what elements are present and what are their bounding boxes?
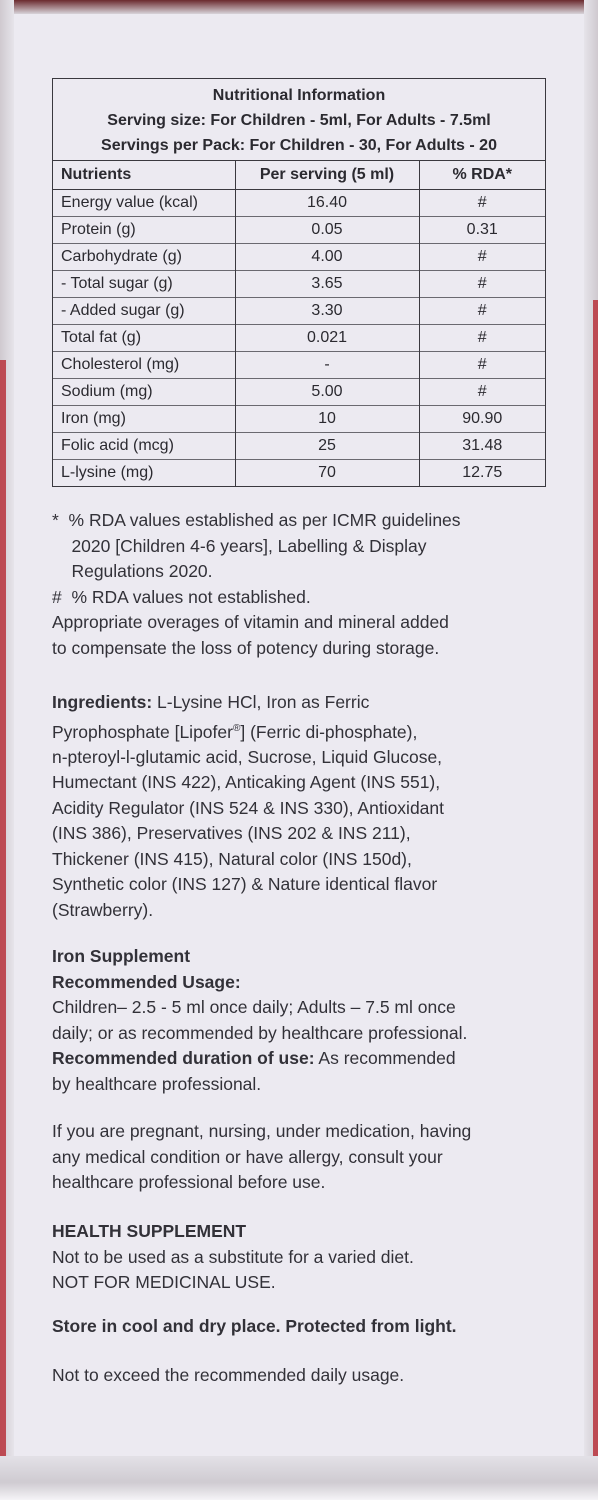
table-row — [53, 379, 545, 406]
per-serving-value: 10 — [235, 406, 419, 433]
red-stripe-right — [593, 300, 598, 1460]
box-left-edge — [0, 0, 14, 1500]
health-line: Not to be used as a substitute for a varied diet. — [52, 1246, 414, 1267]
rda-value: # — [419, 190, 545, 217]
per-serving-value: 16.40 — [235, 190, 419, 217]
nutrition-title: Nutritional Information — [212, 87, 386, 104]
box-top-edge — [0, 0, 598, 14]
health-section — [52, 1219, 552, 1296]
health-line: NOT FOR MEDICINAL USE. — [52, 1272, 276, 1292]
warning-line: If you are pregnant, nursing, under medication, having — [52, 1121, 472, 1141]
footnote-star-line: * % RDA values established as per ICMR guidelines — [52, 510, 461, 530]
per-serving-value: 25 — [235, 433, 419, 460]
nutrition-table-box — [52, 78, 546, 487]
table-row — [53, 460, 545, 487]
duration-label: Recommended duration of use: — [52, 1048, 315, 1068]
ingredients-line — [52, 690, 552, 716]
table-row — [53, 406, 545, 433]
ingredients-line: Synthetic color (INS 127) & Nature identical flavor — [52, 874, 438, 895]
per-serving-value: 5.00 — [235, 379, 419, 406]
nutrient-name: Total fat (g) — [53, 325, 235, 352]
nutrient-name: Iron (mg) — [53, 406, 235, 433]
footnote-hash-line: # % RDA values not established. — [52, 586, 311, 607]
nutrient-name: Energy value (kcal) — [53, 190, 235, 217]
usage-section — [52, 944, 552, 1097]
usage-line: Children– 2.5 - 5 ml once daily; Adults – 7.5 ml once — [52, 997, 456, 1017]
red-stripe-left — [0, 360, 6, 1500]
table-row — [53, 190, 545, 217]
rda-value: # — [419, 271, 545, 298]
serving-size: Serving size: For Children - 5ml, For Adults - 7.5ml — [107, 112, 491, 129]
servings-per-pack: Servings per Pack: For Children - 30, For Adults - 20 — [101, 137, 497, 154]
nutrient-name: Sodium (mg) — [53, 379, 235, 406]
footnotes — [52, 508, 552, 661]
nutrient-name: Cholesterol (mg) — [53, 352, 235, 379]
footnote-star-line: 2020 [Children 4-6 years], Labelling & Display — [52, 535, 427, 556]
rda-value: 0.31 — [419, 217, 545, 244]
column-header-per-serving: Per serving (5 ml) — [235, 161, 419, 190]
table-header-row — [53, 161, 545, 190]
nutrient-name: Carbohydrate (g) — [53, 244, 235, 271]
duration-line: by healthcare professional. — [52, 1073, 262, 1094]
rda-value: 12.75 — [419, 460, 545, 487]
per-serving-value: 4.00 — [235, 244, 419, 271]
nutrient-name: Protein (g) — [53, 217, 235, 244]
rda-value: # — [419, 244, 545, 271]
per-serving-value: 3.65 — [235, 271, 419, 298]
box-bottom-edge — [0, 1456, 598, 1500]
warning-line: healthcare professional before use. — [52, 1172, 326, 1192]
column-header-nutrients: Nutrients — [53, 161, 235, 190]
duration-text: As recommended — [314, 1048, 456, 1068]
rda-value: 90.90 — [419, 406, 545, 433]
box-right-edge — [584, 0, 598, 1500]
health-heading: HEALTH SUPPLEMENT — [52, 1221, 247, 1241]
nutrition-table-body — [53, 190, 545, 487]
per-serving-value: 0.021 — [235, 325, 419, 352]
storage-text: Store in cool and dry place. Protected from light. — [52, 1316, 457, 1336]
ingredients-text: Pyrophosphate [Lipofer — [52, 721, 233, 742]
column-header-rda: % RDA* — [419, 161, 545, 190]
table-row — [53, 271, 545, 298]
limit-section — [52, 1363, 552, 1389]
table-row — [53, 217, 545, 244]
overage-line: to compensate the loss of potency during storage. — [52, 637, 440, 658]
ingredients-line: Acidity Regulator (INS 524 & INS 330), Antioxidant — [52, 797, 445, 818]
ingredients-label: Ingredients: — [52, 692, 153, 712]
footnote-star-line: Regulations 2020. — [52, 561, 213, 581]
ingredients-text: ] (Ferric di-phosphate), — [240, 721, 418, 742]
rda-value: 31.48 — [419, 433, 545, 460]
nutrient-name: Folic acid (mcg) — [53, 433, 235, 460]
registered-mark: ® — [232, 722, 241, 734]
ingredients-line: (Strawberry). — [52, 899, 154, 920]
limit-text: Not to exceed the recommended daily usage. — [52, 1365, 405, 1385]
rda-value: # — [419, 352, 545, 379]
usage-line: daily; or as recommended by healthcare professional. — [52, 1022, 468, 1043]
ingredients-line: Thickener (INS 415), Natural color (INS 150d), — [52, 848, 412, 869]
ingredients-line: (INS 386), Preservatives (INS 202 & INS 211), — [52, 823, 411, 844]
storage-section — [52, 1314, 552, 1340]
usage-heading: Iron Supplement — [52, 946, 191, 966]
warning-section — [52, 1119, 552, 1196]
per-serving-value: - — [235, 352, 419, 379]
nutrient-name: L-lysine (mg) — [53, 460, 235, 487]
nutrition-header — [53, 79, 545, 160]
per-serving-value: 3.30 — [235, 298, 419, 325]
ingredients-line: Humectant (INS 422), Anticaking Agent (INS 551), — [52, 772, 441, 793]
rda-value: # — [419, 379, 545, 406]
overage-line: Appropriate overages of vitamin and mineral added — [52, 612, 449, 632]
warning-line: any medical condition or have allergy, consult your — [52, 1146, 443, 1167]
nutrient-name: - Total sugar (g) — [53, 271, 235, 298]
table-row — [53, 352, 545, 379]
table-row — [53, 433, 545, 460]
per-serving-value: 70 — [235, 460, 419, 487]
nutrient-name: - Added sugar (g) — [53, 298, 235, 325]
rda-value: # — [419, 325, 545, 352]
table-row — [53, 325, 545, 352]
nutrition-table — [53, 160, 545, 486]
table-row — [53, 298, 545, 325]
per-serving-value: 0.05 — [235, 217, 419, 244]
ingredients-line: n-pteroyl-l-glutamic acid, Sucrose, Liquid Glucose, — [52, 746, 443, 767]
ingredients-text: L-Lysine HCl, Iron as Ferric — [152, 692, 370, 712]
ingredients-line — [52, 716, 552, 745]
rda-value: # — [419, 298, 545, 325]
table-row — [53, 244, 545, 271]
ingredients — [52, 690, 552, 923]
usage-subheading: Recommended Usage: — [52, 971, 241, 992]
duration-line — [52, 1046, 552, 1072]
